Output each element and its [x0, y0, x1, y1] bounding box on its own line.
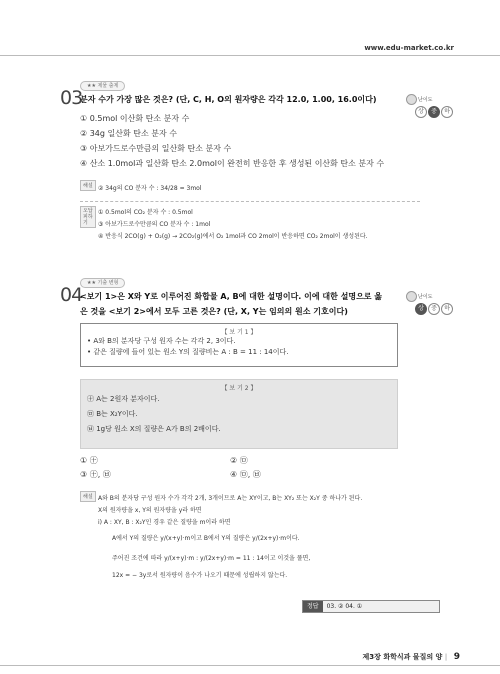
q3-number: 03: [60, 87, 83, 109]
q4-solution-line-1: A와 B의 분자당 구성 원자 수가 각각 2개, 3개이므로 A는 XY이고, B는 XY₂ 또는 X₂Y 중 하나가 된다.: [98, 495, 363, 502]
chapter-title: 제3장 화학식과 물질의 양: [362, 653, 443, 661]
footer-divider: [0, 665, 500, 666]
difficulty-high: 상: [415, 303, 427, 315]
q3-wrong-line-3: ④ 반응식 2CO(g) + O₂(g) → 2CO₂(g)에서 O₂ 1mol과 CO 2mol이 반응하면 CO₂ 2mol이 생성된다.: [98, 233, 368, 240]
difficulty-low: 하: [441, 303, 453, 315]
q3-difficulty-label: 난이도: [418, 97, 433, 103]
q3-stem: 분자 수가 가장 많은 것은? (단, C, H, O의 원자량은 각각 12.0, 1.00, 16.0이다): [80, 95, 377, 104]
q4-source-tag: ★★ 기출 변형: [80, 278, 125, 288]
q4-choice-4[interactable]: ④ ㉤, ㉥: [230, 470, 261, 479]
box2-line-1: ㊉ A는 2원자 분자이다.: [87, 395, 160, 403]
box1-title: 【 보 기 1 】: [221, 329, 257, 336]
q4-number: 04: [60, 284, 83, 306]
q3-wrong-label: 오답 피하기: [80, 206, 96, 228]
q4-stem-line-1: <보기 1>은 X와 Y로 이루어진 화합물 A, B에 대한 설명이다. 이에 대한 설명으로 옳: [80, 292, 383, 301]
q4-difficulty-label: 난이도: [418, 294, 433, 300]
answer-text: 03. ② 04. ①: [326, 603, 363, 610]
condition-box-2: [80, 379, 398, 449]
separator: |: [444, 653, 448, 661]
arrow-icon: [406, 291, 417, 302]
q4-solution-line-5: 주어진 조건에 따라 y/(x+y)·m : y/(2x+y)·m = 11 : 14이고 이것을 풀면,: [112, 555, 311, 562]
answer-label: 정답: [303, 601, 323, 612]
box2-title: 【 보 기 2 】: [221, 385, 257, 392]
difficulty-mid: 중: [428, 303, 440, 315]
condition-box-1: [80, 323, 398, 367]
q3-source-tag: ★★ 제물 출제: [80, 81, 125, 91]
box1-line-1: • A와 B의 분자당 구성 원자 수는 각각 2, 3이다.: [87, 337, 236, 345]
q3-option-1[interactable]: ① 0.5mol 이산화 탄소 분자 수: [80, 114, 190, 123]
arrow-icon: [406, 94, 417, 105]
box1-line-2: • 같은 질량에 들어 있는 원소 Y의 질량비는 A : B = 11 : 14이다.: [87, 348, 289, 356]
box2-line-2: ㉤ B는 X₂Y이다.: [87, 410, 138, 418]
q4-choice-3[interactable]: ③ ㊉, ㉥: [80, 470, 111, 479]
header-divider: [0, 55, 500, 56]
q4-solution-line-2: X의 원자량을 x, Y의 원자량을 y라 하면: [98, 507, 202, 514]
divider: [80, 201, 420, 202]
difficulty-mid: 중: [428, 106, 440, 118]
q3-wrong-line-2: ③ 아보가드로수만큼의 CO 분자 수 : 1mol: [98, 221, 211, 228]
q3-option-2[interactable]: ② 34g 일산화 탄소 분자 수: [80, 129, 177, 138]
q3-solution-label: 해설: [80, 180, 96, 191]
q3-option-3[interactable]: ③ 아보가드로수만큼의 일산화 탄소 분자 수: [80, 144, 232, 153]
site-url: www.edu-market.co.kr: [364, 44, 454, 52]
q4-solution-line-6: 12x = − 3y로서 원자량이 음수가 나오기 때문에 성립하지 않는다.: [112, 572, 288, 579]
difficulty-low: 하: [441, 106, 453, 118]
q3-solution-line: ② 34g의 CO 분자 수 : 34/28 = 3mol: [98, 185, 202, 192]
answer-key: [302, 600, 440, 613]
q3-difficulty: [415, 106, 453, 118]
difficulty-high: 상: [415, 106, 427, 118]
q3-wrong-line-1: ① 0.5mol의 CO₂ 분자 수 : 0.5mol: [98, 209, 193, 216]
q4-difficulty: [415, 303, 453, 315]
q4-choice-1[interactable]: ① ㊉: [80, 456, 98, 465]
q4-stem-line-2: 은 것을 <보기 2>에서 모두 고른 것은? (단, X, Y는 임의의 원소 기호이다): [80, 307, 348, 316]
q4-solution-line-3: i) A : XY, B : X₂Y인 경우 같은 질량을 m이라 하면: [98, 519, 231, 526]
q3-option-4[interactable]: ④ 산소 1.0mol과 일산화 탄소 2.0mol이 완전히 반응한 후 생성된 이산화 탄소 분자 수: [80, 159, 385, 168]
q4-solution-line-4: A에서 Y의 질량은 y/(x+y)·m이고 B에서 Y의 질량은 y/(2x+y)·m이다.: [112, 535, 300, 542]
q4-choice-2[interactable]: ② ㉤: [230, 456, 248, 465]
page-number: 9: [453, 652, 460, 662]
box2-line-3: ㉥ 1g당 원소 X의 질량은 A가 B의 2배이다.: [87, 425, 221, 433]
page-footer: [362, 652, 460, 662]
q4-solution-label: 해설: [80, 491, 96, 502]
